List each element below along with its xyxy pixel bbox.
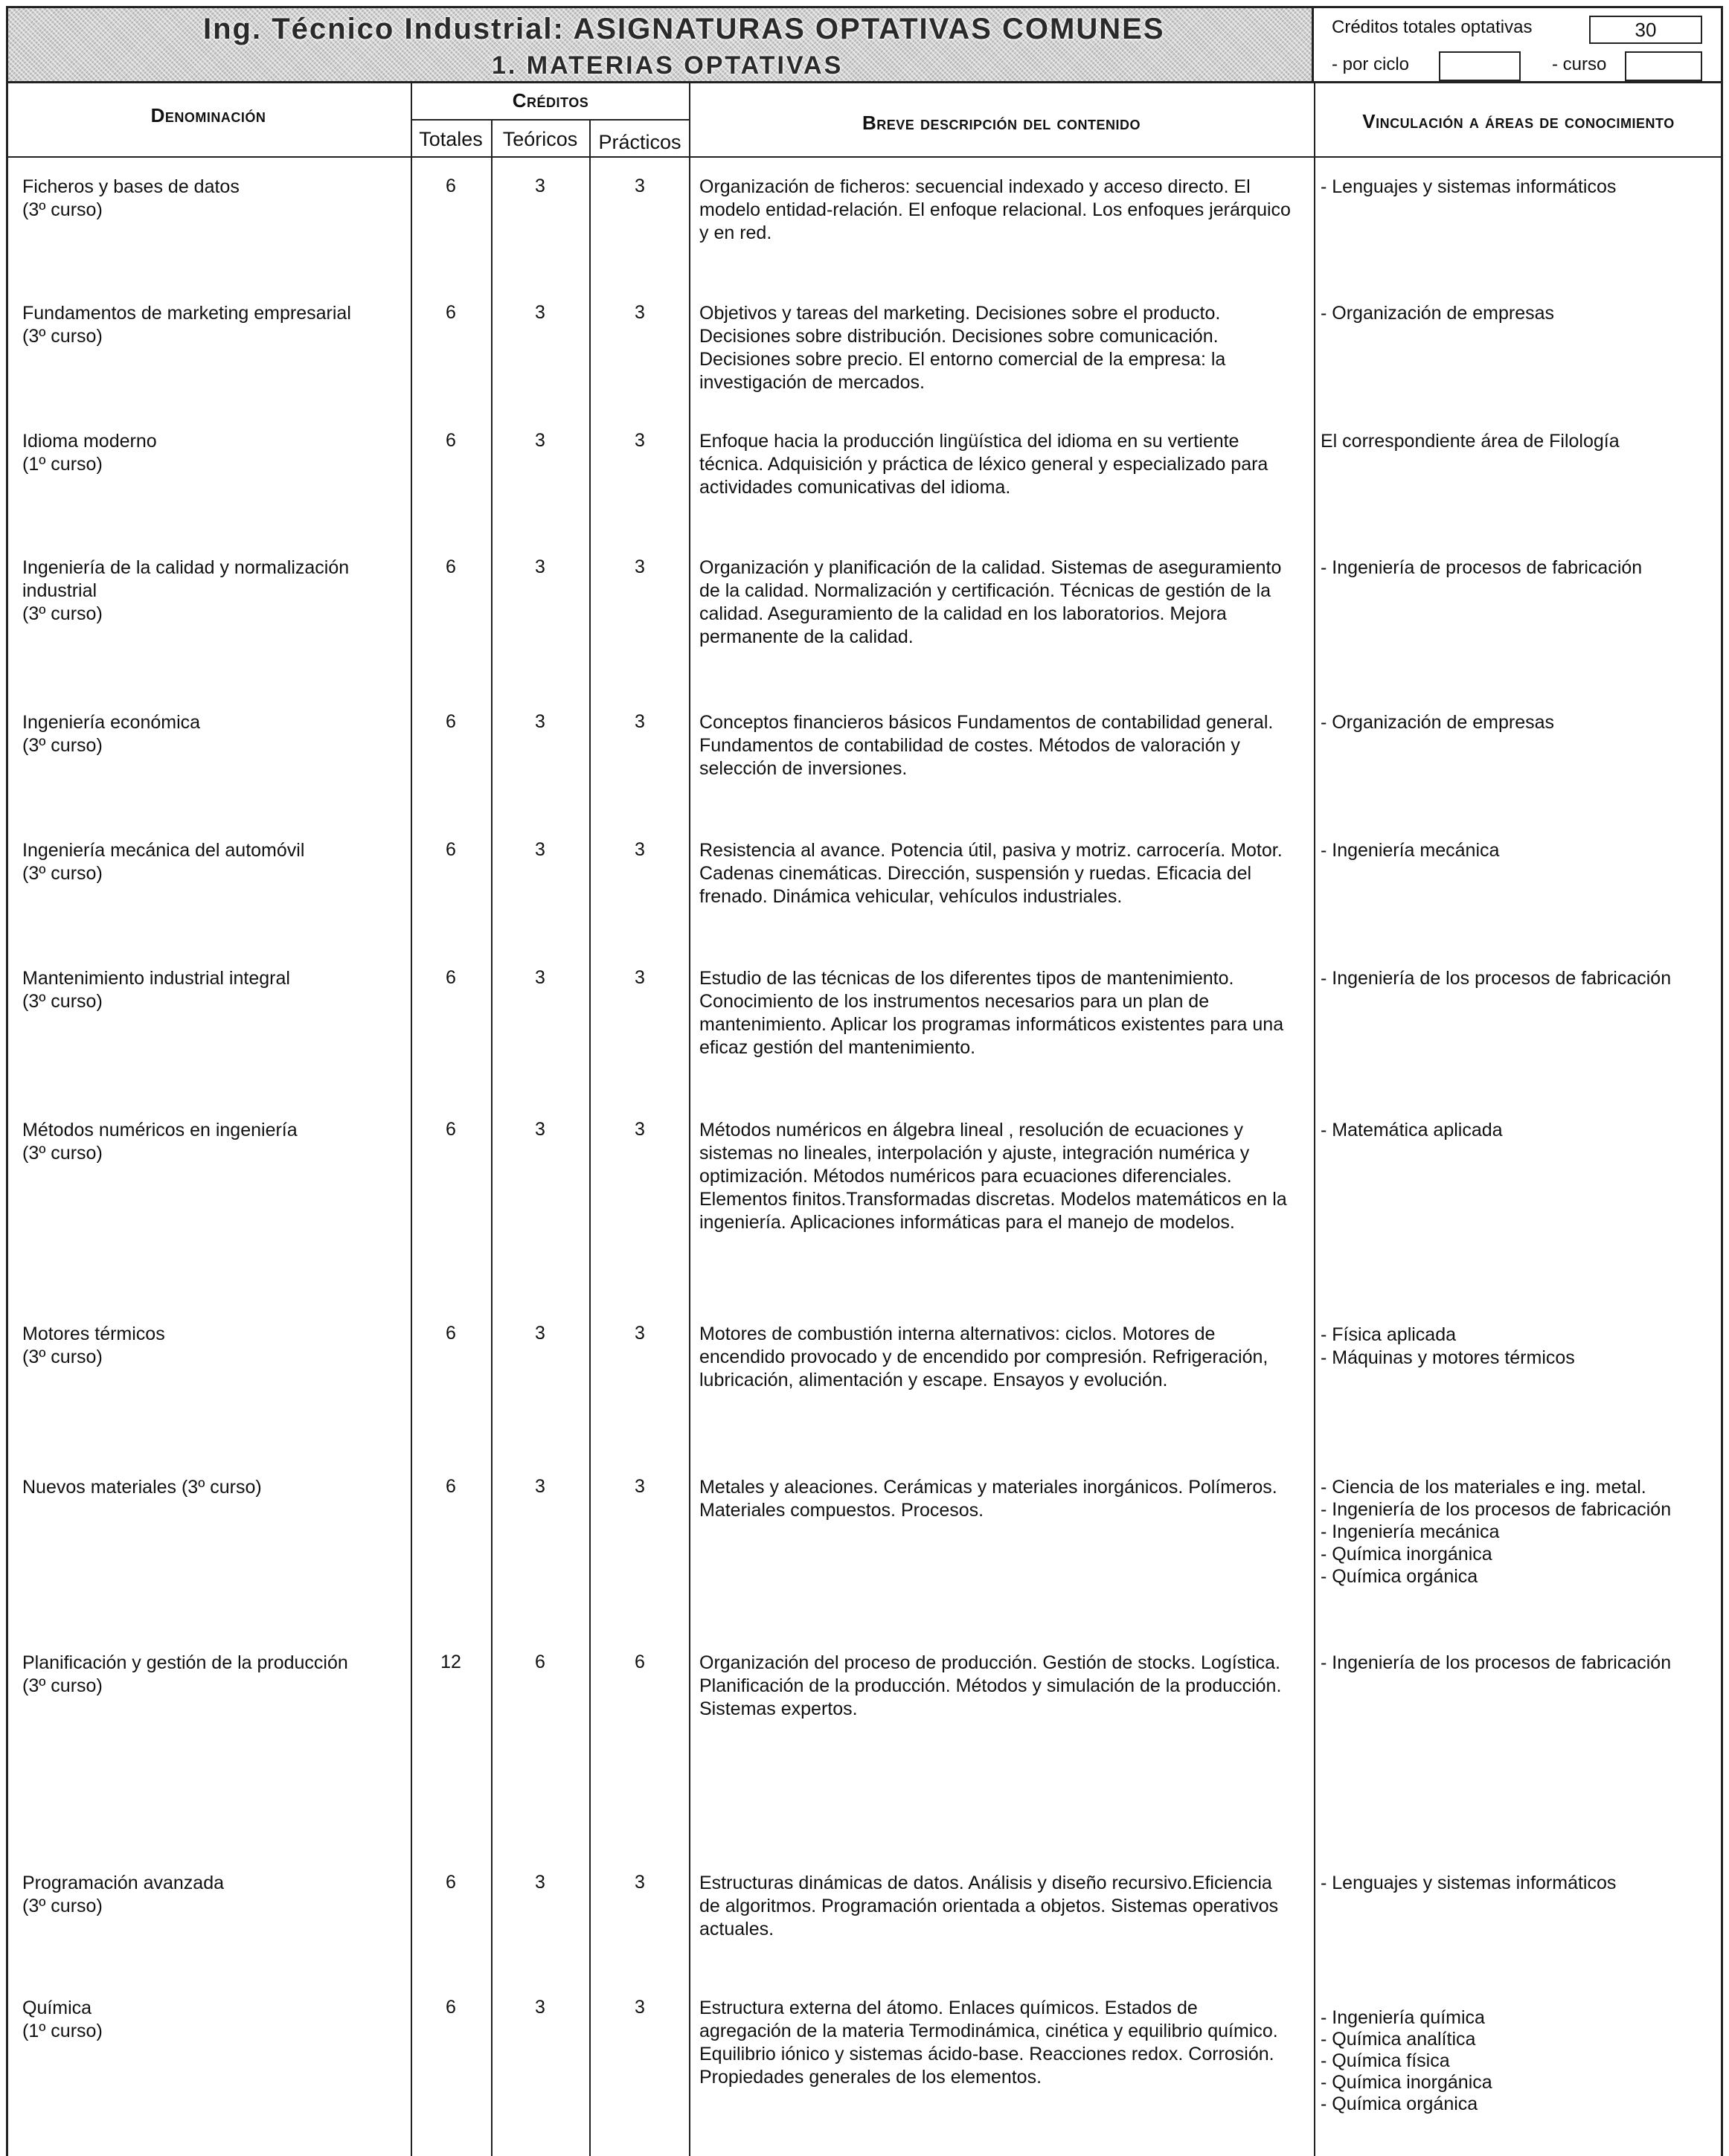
subject-description: Estudio de las técnicas de los diferentes tipos de mantenimiento. Conocimiento de los instrumentos necesarios para un plan de mantenimiento. Aplicar los programas informáticos existentes para una eficaz gestión del mantenimiento. xyxy=(699,968,1284,1058)
credits-totales: 6 xyxy=(446,1323,456,1344)
credits-summary-box xyxy=(1314,6,1723,83)
subject-description: Organización y planificación de la calidad. Sistemas de aseguramiento de la calidad. Normalización y certificación. Técnicas de gestión de la calidad. Aseguramiento de la calidad en los laboratorios. Mejora permanente de la calidad. xyxy=(699,557,1282,647)
credits-practicos: 3 xyxy=(635,302,645,323)
credits-practicos: 3 xyxy=(635,711,645,732)
credits-practicos: 3 xyxy=(635,839,645,860)
subject-name: Química (1º curso) xyxy=(22,1998,103,2041)
credits-totales: 6 xyxy=(446,430,456,451)
subject-description: Organización de ficheros: secuencial indexado y acceso directo. El modelo entidad-relación. El enfoque relacional. Los enfoques jerárquico y en red. xyxy=(699,176,1291,243)
credits-totales: 6 xyxy=(446,967,456,988)
credits-practicos: 3 xyxy=(635,176,645,196)
header-teoricos: Teóricos xyxy=(502,128,578,150)
credits-teoricos: 3 xyxy=(535,556,545,577)
col-divider-2 xyxy=(491,119,493,2156)
credits-teoricos: 3 xyxy=(535,1119,545,1140)
knowledge-areas xyxy=(1321,302,1722,325)
credits-practicos: 3 xyxy=(635,556,645,577)
knowledge-areas xyxy=(1321,2007,1722,2115)
area-item: - Ingeniería de los procesos de fabricación xyxy=(1321,968,1672,989)
area-item: - Lenguajes y sistemas informáticos xyxy=(1321,176,1617,197)
subject-name: Fundamentos de marketing empresarial (3º curso) xyxy=(22,303,351,347)
subject-description: Conceptos financieros básicos Fundamentos de contabilidad general. Fundamentos de contabilidad de costes. Métodos de valoración y selección de inversiones. xyxy=(699,712,1274,779)
area-item: - Ingeniería de los procesos de fabricación xyxy=(1321,1499,1672,1520)
subject-name: Motores térmicos (3º curso) xyxy=(22,1324,165,1367)
header-creditos: Créditos xyxy=(512,89,589,112)
creditos-subheader-rule xyxy=(411,119,690,121)
area-item: - Ciencia de los materiales e ing. metal. xyxy=(1321,1477,1646,1498)
area-item: - Lenguajes y sistemas informáticos xyxy=(1321,1873,1617,1893)
area-item: - Química orgánica xyxy=(1321,2094,1478,2114)
subject-description: Enfoque hacia la producción lingüística del idioma en su vertiente técnica. Adquisición y práctica de léxico general y especializado para actividades comunicativas del idioma. xyxy=(699,431,1268,498)
area-item: - Ingeniería de los procesos de fabricación xyxy=(1321,1652,1672,1673)
subject-name: Mantenimiento industrial integral (3º curso) xyxy=(22,968,290,1012)
credits-total-value: 30 xyxy=(1589,16,1702,44)
credits-practicos: 6 xyxy=(635,1652,645,1672)
por-ciclo-field xyxy=(1439,51,1521,81)
credits-practicos: 3 xyxy=(635,967,645,988)
knowledge-areas xyxy=(1321,556,1722,580)
subject-name: Programación avanzada (3º curso) xyxy=(22,1873,224,1916)
area-item: - Química física xyxy=(1321,2050,1450,2071)
credits-teoricos: 3 xyxy=(535,1997,545,2018)
credits-practicos: 3 xyxy=(635,1323,645,1344)
header-practicos: Prácticos xyxy=(598,131,681,153)
credits-totales: 6 xyxy=(446,1997,456,2018)
credits-totales: 12 xyxy=(440,1652,461,1672)
area-item: El correspondiente área de Filología xyxy=(1321,431,1620,452)
subject-description: Resistencia al avance. Potencia útil, pasiva y motriz. carrocería. Motor. Cadenas cinemáticas. Dirección, suspensión y ruedas. Eficacia del frenado. Dinámica vehicular, vehículos industriales. xyxy=(699,840,1283,907)
knowledge-areas xyxy=(1321,711,1722,734)
credits-teoricos: 3 xyxy=(535,1872,545,1893)
header-banner xyxy=(6,6,1314,83)
credits-totales: 6 xyxy=(446,176,456,196)
subject-description: Objetivos y tareas del marketing. Decisiones sobre el producto. Decisiones sobre distribución. Decisiones sobre comunicación. Decisiones sobre precio. El entorno comercial de la empresa: la investigación de mercados. xyxy=(699,303,1226,393)
area-item: - Ingeniería mecánica xyxy=(1321,840,1500,861)
knowledge-areas xyxy=(1321,839,1722,862)
col-divider-4 xyxy=(689,83,690,2156)
knowledge-areas xyxy=(1321,1872,1722,1895)
subject-description: Metales y aleaciones. Cerámicas y materiales inorgánicos. Polímeros. Materiales compuestos. Procesos. xyxy=(699,1477,1277,1521)
document-title: Ing. Técnico Industrial: ASIGNATURAS OPTATIVAS COMUNES xyxy=(203,13,1165,45)
credits-teoricos: 3 xyxy=(535,176,545,196)
col-divider-1 xyxy=(411,83,412,2156)
credits-totales: 6 xyxy=(446,1476,456,1497)
credits-totales: 6 xyxy=(446,302,456,323)
credits-practicos: 3 xyxy=(635,1997,645,2018)
credits-totales: 6 xyxy=(446,839,456,860)
credits-totales: 6 xyxy=(446,711,456,732)
subject-description: Estructuras dinámicas de datos. Análisis y diseño recursivo.Eficiencia de algoritmos. Programación orientada a objetos. Sistemas operativos actuales. xyxy=(699,1873,1279,1940)
area-item: - Química analítica xyxy=(1321,2029,1476,2050)
subject-description: Estructura externa del átomo. Enlaces químicos. Estados de agregación de la materia Termodinámica, cinética y equilibrio químico. Equilibrio iónico y sistemas ácido-base. Reacciones redox. Corrosión. Propiedades generales de los elementos. xyxy=(699,1998,1278,2088)
credits-teoricos: 3 xyxy=(535,967,545,988)
header-totales: Totales xyxy=(419,128,483,150)
header-descripcion: Breve descripción del contenido xyxy=(862,112,1141,134)
subject-name: Ingeniería mecánica del automóvil (3º curso) xyxy=(22,840,305,884)
credits-teoricos: 3 xyxy=(535,839,545,860)
credits-teoricos: 3 xyxy=(535,711,545,732)
area-item: - Máquinas y motores térmicos xyxy=(1321,1347,1575,1368)
area-item: - Química inorgánica xyxy=(1321,2072,1492,2093)
area-item: - Matemática aplicada xyxy=(1321,1120,1503,1140)
credits-practicos: 3 xyxy=(635,1872,645,1893)
credits-practicos: 3 xyxy=(635,1476,645,1497)
subject-name: Ingeniería de la calidad y normalización industrial (3º curso) xyxy=(22,557,350,624)
credits-teoricos: 3 xyxy=(535,1323,545,1344)
area-item: - Física aplicada xyxy=(1321,1324,1457,1345)
subject-name: Idioma moderno (1º curso) xyxy=(22,431,157,475)
area-item: - Química orgánica xyxy=(1321,1566,1478,1587)
subject-description: Métodos numéricos en álgebra lineal , resolución de ecuaciones y sistemas no lineales, interpolación y ajuste, integración numérica y optimización. Métodos numéricos para ecuaciones diferenciales. Elementos finitos.Transformadas discretas. Modelos matemáticos en la ingeniería. Aplicaciones informáticas para el manejo de modelos. xyxy=(699,1120,1287,1233)
curso-label: - curso xyxy=(1552,54,1607,74)
knowledge-areas xyxy=(1321,967,1722,990)
credits-total-label: Créditos totales optativas xyxy=(1332,17,1533,37)
credits-teoricos: 3 xyxy=(535,302,545,323)
area-item: - Ingeniería mecánica xyxy=(1321,1521,1500,1542)
knowledge-areas xyxy=(1321,1652,1722,1675)
area-item: - Organización de empresas xyxy=(1321,712,1555,733)
col-divider-5 xyxy=(1314,83,1315,2156)
subject-name: Ingeniería económica (3º curso) xyxy=(22,712,201,756)
subject-name: Planificación y gestión de la producción (3º curso) xyxy=(22,1652,348,1696)
credits-practicos: 3 xyxy=(635,430,645,451)
subject-name: Métodos numéricos en ingeniería (3º curso) xyxy=(22,1120,298,1164)
area-item: - Química inorgánica xyxy=(1321,1544,1492,1565)
credits-practicos: 3 xyxy=(635,1119,645,1140)
document-subtitle: 1. MATERIAS OPTATIVAS xyxy=(492,51,844,80)
knowledge-areas xyxy=(1321,430,1722,453)
knowledge-areas xyxy=(1321,176,1722,199)
credits-totales: 6 xyxy=(446,1119,456,1140)
header-denominacion: Denominación xyxy=(150,104,266,126)
credits-teoricos: 6 xyxy=(535,1652,545,1672)
subject-name: Ficheros y bases de datos (3º curso) xyxy=(22,176,240,220)
credits-totales: 6 xyxy=(446,1872,456,1893)
credits-teoricos: 3 xyxy=(535,430,545,451)
credits-totales: 6 xyxy=(446,556,456,577)
knowledge-areas xyxy=(1321,1476,1722,1588)
subject-description: Organización del proceso de producción. Gestión de stocks. Logística. Planificación de la producción. Métodos y simulación de la producción. Sistemas expertos. xyxy=(699,1652,1282,1719)
subject-name: Nuevos materiales (3º curso) xyxy=(22,1477,262,1498)
area-item: - Organización de empresas xyxy=(1321,303,1555,324)
subject-description: Motores de combustión interna alternativos: ciclos. Motores de encendido provocado y de encendido por compresión. Refrigeración, lubricación, alimentación y escape. Ensayos y evolución. xyxy=(699,1324,1268,1390)
area-item: - Ingeniería química xyxy=(1321,2007,1485,2028)
header-vinculacion: Vinculación a áreas de conocimiento xyxy=(1362,110,1675,132)
knowledge-areas xyxy=(1321,1324,1722,1370)
por-ciclo-label: - por ciclo xyxy=(1332,54,1410,74)
credits-teoricos: 3 xyxy=(535,1476,545,1497)
knowledge-areas xyxy=(1321,1119,1722,1142)
col-divider-3 xyxy=(589,119,591,2156)
area-item: - Ingeniería de procesos de fabricación xyxy=(1321,557,1643,578)
header-bottom-rule xyxy=(6,156,1723,158)
curso-field xyxy=(1625,51,1702,81)
